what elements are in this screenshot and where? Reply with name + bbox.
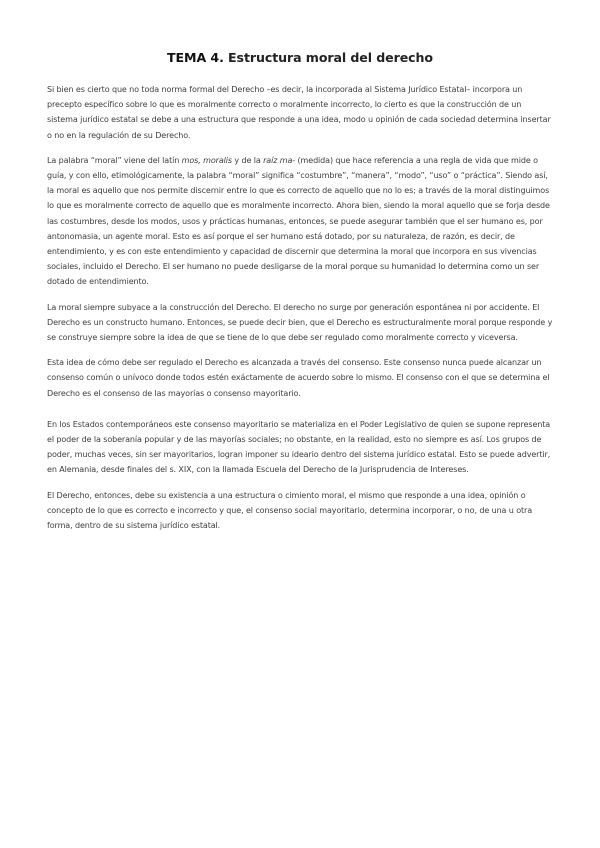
paragraph-4: Esta idea de cómo debe ser regulado el Derecho es alcanzada a través del consenso. Este consenso nunca puede alcanzar un consenso común o unívoco donde todos estén exáctamente de acuerdo sobre lo mismo. El consenso con el que se determina el Derecho es el consenso de las mayorías o consenso mayoritario.: [47, 358, 550, 398]
paragraph-6: El Derecho, entonces, debe su existencia a una estructura o cimiento moral, el mismo que responde a una idea, opinión o concepto de lo que es correcto e incorrecto y que, el consenso social mayoritario, determina incorporar, o no, de una u otra forma, dentro de su sistema jurídico estatal.: [47, 490, 533, 531]
paragraph-1: Si bien es cierto que no toda norma formal del Derecho –es decir, la incorporada al Sistema Jurídico Estatal– incorpora un precepto específico sobre lo que es moralmente correcto o moralmente incorrecto, lo cierto es que la construcción de un sistema jurídico estatal se debe a una estructura que responde a una idea, modo u opinión de cada sociedad determina insertar o no en la regulación de su Derecho.: [47, 85, 551, 140]
paragraph-2: [47, 153, 553, 290]
paragraph-2-text-a: La palabra “moral” viene del latín: [47, 155, 182, 165]
paragraph-2-emphasis-b: raíz ma-: [263, 155, 296, 165]
title-text: Estructura moral del derecho: [223, 50, 433, 65]
paragraph-2-emphasis-a: mos, moralis: [181, 155, 232, 165]
page-title: [47, 50, 553, 65]
paragraph-2-text-b: y de la: [231, 155, 264, 165]
paragraph-2-text-c: (medida) que hace referencia a una regla de vida que mide o guía, y con ello, etimológicamente, la palabra “moral” significa “costumbre”, “manera”, “modo”, “uso” o “práctica”. Siendo así, la moral es aquello que nos permite discernir entre lo que es correcto de aquello que no lo es; a través de la moral distinguimos lo que es moralmente correcto de aquello que es moralmente incorrecto. Ahora bien, siendo la moral aquello que se forja desde las costumbres, desde los modos, usos y prácticas humanas, entonces, se puede asegurar también que el ser humano es, por antonomasia, un agente moral. Esto es así porque el ser humano está dotado, por su naturaleza, de razón, es decir, de entendimiento, y es con este entendimiento y capacidad de discernir que determina la moral que incorpora en sus vivencias sociales, incluido el Derecho. El ser humano no puede desligarse de la moral porque su humanidad lo determina como un ser dotado de entendimiento.: [47, 155, 550, 287]
title-number: TEMA 4.: [167, 50, 224, 65]
paragraph-5: En los Estados contemporáneos este consenso mayoritario se materializa en el Poder Legislativo de quien se supone representa el poder de la soberanía popular y de las mayorías sociales; no obstante, en la realidad, esto no siempre es así. Los grupos de poder, muchas veces, sin ser mayoritarios, logran imponer su ideario dentro del sistema jurídico estatal. Esto se puede advertir, en Alemania, desde finales del s. XIX, con la llamada Escuela del Derecho de la Jurisprudencia de Intereses.: [47, 419, 551, 475]
paragraph-3: La moral siempre subyace a la construcción del Derecho. El derecho no surge por generación espontánea ni por accidente. El Derecho es un constructo humano. Entonces, se puede decir bien, que el Derecho es estructuralmente moral porque responde y se construye siempre sobre la idea de que se tiene de lo que debe ser regulado como moralmente correcto y viceversa.: [47, 302, 553, 343]
